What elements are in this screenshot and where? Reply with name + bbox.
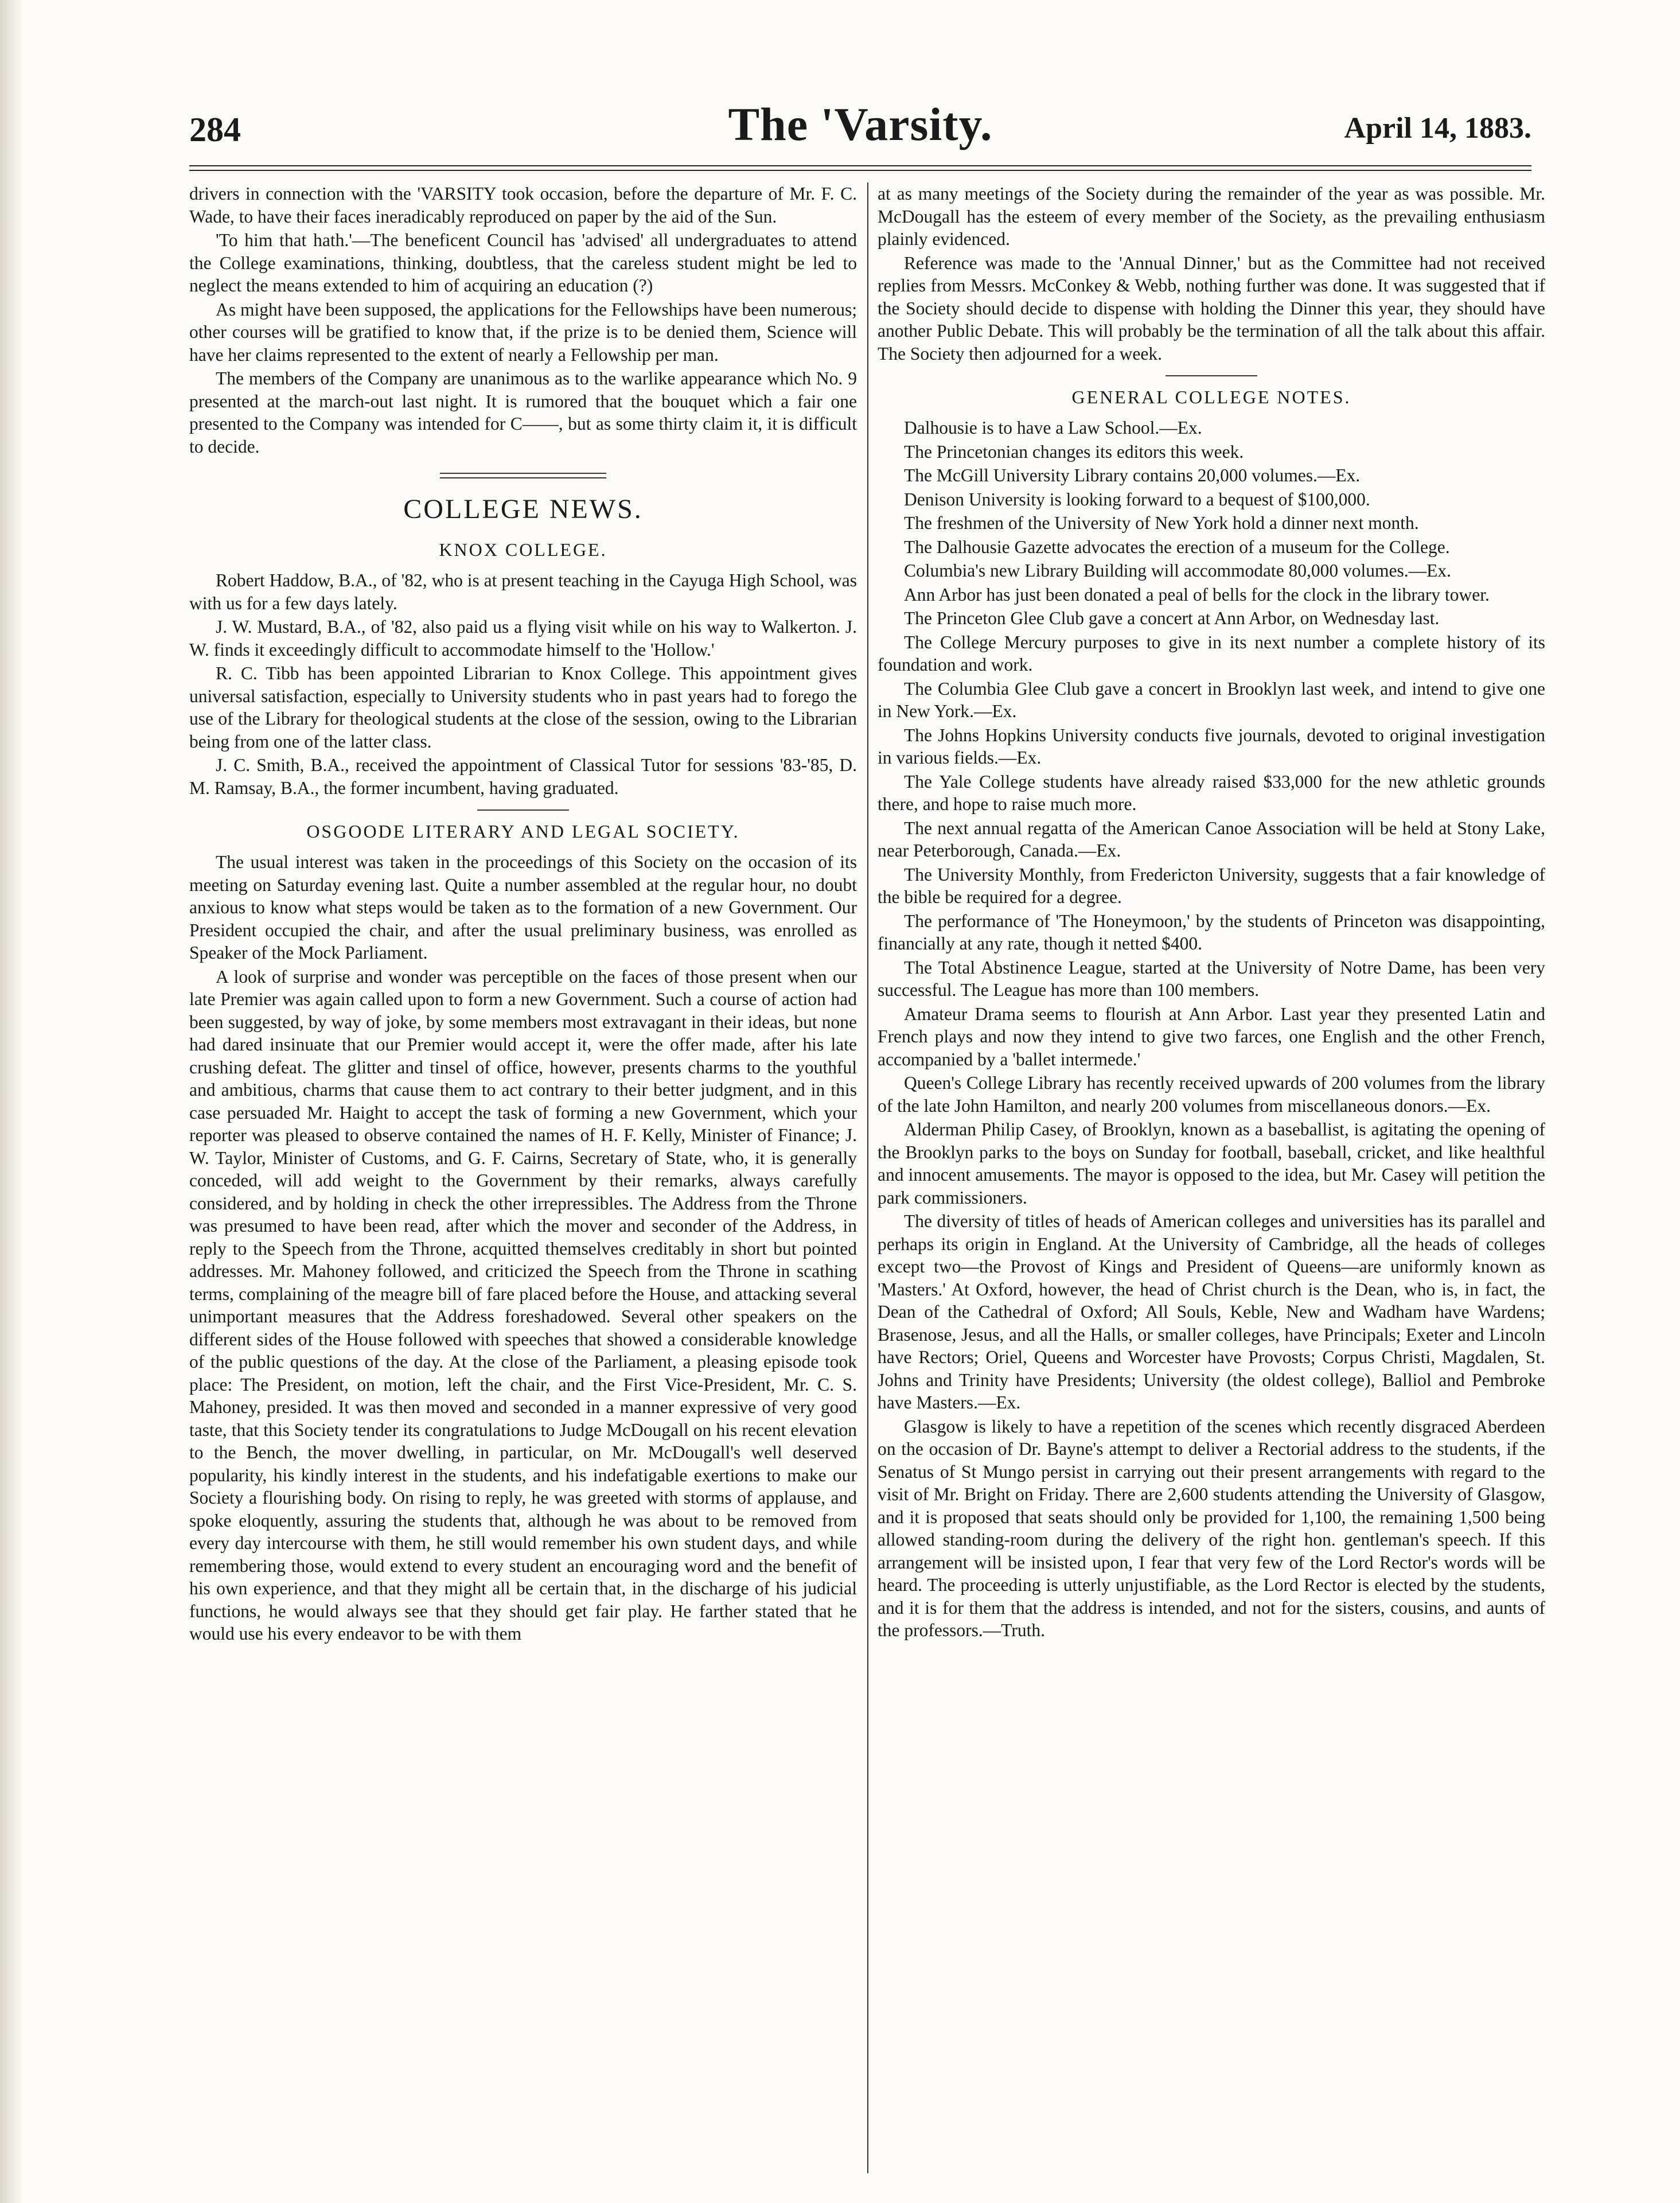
paragraph: R. C. Tibb has been appointed Librarian to Knox College. This appointment gives universal satisfaction, especially to University students who in past years had to forego the use of the Library for theological students at the close of the session, owing to the Librarian being from one of the latter class. bbox=[189, 663, 857, 752]
section-divider bbox=[440, 473, 606, 478]
subsection-heading: GENERAL COLLEGE NOTES. bbox=[1071, 387, 1351, 407]
subsection-divider bbox=[1166, 375, 1257, 376]
note-item: The next annual regatta of the American Canoe Association will be held at Stony Lake, near Peterborough, Canada.—Ex. bbox=[878, 818, 1545, 861]
paragraph: A look of surprise and wonder was perceptible on the faces of those present when our late Premier was again called upon to form a new Government. Such a course of action had been suggested, by way of joke, by some members most extravagant in their ideas, but none had dared insinuate that our Premier would accept it, were the offer made, after his late crushing defeat. The glitter and tinsel of office, however, presents charms to the youthful and ambitious, charms that cause them to act contrary to their better judgment, and in this case persuaded Mr. Haight to accept the task of forming a new Government, which your reporter was pleased to observe contained the names of H. F. Kelly, Minister of Finance; J. W. Taylor, Minister of Customs, and G. F. Cairns, Secretary of State, who, it is generally conceded, will add weight to the Government by their remarks, always carefully considered, and by holding in check the other irrepressibles. The Address from the Throne was presumed to have been read, after which the mover and seconder of the Address, in reply to the Speech from the Throne, acquitted themselves creditably in short but pointed addresses. Mr. Mahoney followed, and criticized the Speech from the Throne in scathing terms, complaining of the meagre bill of fare placed before the House, and attacking several unimportant measures that the Address foreshadowed. Several other speakers on the different sides of the House followed with speeches that showed a considerable knowledge of the public questions of the day. At the close of the Parliament, a pleasing episode took place: The President, on motion, left the chair, and the First Vice-President, Mr. C. S. Mahoney, presided. It was then moved and seconded in a manner expressive of very good taste, that this Society tender its congratulations to Judge McDougall on his recent elevation to the Bench, the mover dwelling, in particular, on Mr. McDougall's well deserved popularity, his kindly interest in the students, and his indefatigable exertions to make our Society a flourishing body. On rising to reply, he was greeted with storms of applause, and spoke eloquently, assuring the students that, although he was about to be removed from every day intercourse with them, he still would remember his own student days, and while remembering those, would extend to every student an encouraging word and the benefit of his own experience, and that they might all be certain that, in the discharge of his judicial functions, he would always see that they should get fair play. He farther stated that he would use his every endeavor to be with them bbox=[189, 966, 857, 1644]
page-number: 284 bbox=[189, 111, 241, 149]
note-item: The Columbia Glee Club gave a concert in Brooklyn last week, and intend to give one in New York.—Ex. bbox=[878, 678, 1545, 721]
paragraph: at as many meetings of the Society during the remainder of the year as was possible. Mr. McDougall has the esteem of every member of the Society, as the prevailing enthusiasm plainly evidenced. bbox=[878, 184, 1545, 249]
note-item: The Yale College students have already raised $33,000 for the new athletic grounds there, and hope to raise much more. bbox=[878, 771, 1545, 814]
note-item: Dalhousie is to have a Law School.—Ex. bbox=[904, 418, 1202, 438]
header-rule bbox=[189, 165, 1531, 171]
right-column bbox=[878, 182, 1545, 2173]
note-item: Columbia's new Library Building will accommodate 80,000 volumes.—Ex. bbox=[904, 561, 1452, 581]
paragraph: J. W. Mustard, B.A., of '82, also paid us a flying visit while on his way to Walkerton. J. W. finds it exceedingly difficult to accommodate himself to the 'Hollow.' bbox=[189, 617, 857, 660]
note-item: Queen's College Library has recently received upwards of 200 volumes from the library of the late John Hamilton, and nearly 200 volumes from miscellaneous donors.—Ex. bbox=[878, 1073, 1545, 1116]
section-heading: COLLEGE NEWS. bbox=[403, 494, 643, 524]
note-item: The Total Abstinence League, started at the University of Notre Dame, has been very successful. The League has more than 100 members. bbox=[878, 957, 1545, 1000]
note-item: The University Monthly, from Fredericton University, suggests that a fair knowledge of the bible be required for a degree. bbox=[878, 864, 1545, 907]
note-item: The Dalhousie Gazette advocates the erection of a museum for the College. bbox=[904, 536, 1450, 557]
subsection-heading: OSGOODE LITERARY AND LEGAL SOCIETY. bbox=[306, 821, 740, 842]
paragraph: The usual interest was taken in the proceedings of this Society on the occasion of its meeting on Saturday evening last. Quite a number assembled at the regular hour, no doubt anxious to know what steps would be taken as to the formation of a new Government. Our President occupied the chair, and after the usual preliminary business, was enrolled as Speaker of the Mock Parliament. bbox=[189, 852, 857, 963]
paragraph: The members of the Company are unanimous as to the warlike appearance which No. 9 presented at the march-out last night. It is rumored that the bouquet which a fair one presented to the Company was intended for C——, but as some thirty claim it, it is difficult to decide. bbox=[189, 368, 857, 457]
column-divider bbox=[867, 182, 868, 2173]
note-item: The Princeton Glee Club gave a concert at Ann Arbor, on Wednesday last. bbox=[904, 608, 1440, 628]
note-item: Ann Arbor has just been donated a peal of bells for the clock in the library tower. bbox=[904, 584, 1490, 605]
paragraph: As might have been supposed, the applications for the Fellowships have been numerous; other courses will be gratified to know that, if the prize is to be denied them, Science will have her claims represented to the extent of nearly a Fellowship per man. bbox=[189, 299, 857, 365]
paragraph: Robert Haddow, B.A., of '82, who is at present teaching in the Cayuga High School, was with us for a few days lately. bbox=[189, 570, 857, 613]
note-item: The Johns Hopkins University conducts five journals, devoted to original investigation in various fields.—Ex. bbox=[878, 725, 1545, 768]
note-item: The College Mercury purposes to give in its next number a complete history of its foundation and work. bbox=[878, 632, 1545, 675]
note-item: The Princetonian changes its editors this week. bbox=[904, 441, 1244, 462]
left-column bbox=[189, 182, 857, 2173]
notes-list bbox=[878, 417, 1545, 1642]
paragraph: J. C. Smith, B.A., received the appointment of Classical Tutor for sessions '83-'85, D. M. Ramsay, B.A., the former incumbent, having graduated. bbox=[189, 755, 857, 798]
issue-date: April 14, 1883. bbox=[1344, 112, 1531, 145]
masthead-title: The 'Varsity. bbox=[728, 98, 993, 150]
note-item: Amateur Drama seems to flourish at Ann Arbor. Last year they presented Latin and French plays and now they intend to give two farces, one English and the other French, accompanied by a 'ballet intermede.' bbox=[878, 1003, 1545, 1069]
paragraph: drivers in connection with the 'VARSITY took occasion, before the departure of Mr. F. C. Wade, to have their faces ineradicably reproduced on paper by the aid of the Sun. bbox=[189, 184, 857, 227]
subsection-heading: KNOX COLLEGE. bbox=[439, 539, 607, 560]
note-item: Alderman Philip Casey, of Brooklyn, known as a baseballist, is agitating the opening of the Brooklyn parks to the boys on Sunday for football, baseball, cricket, and like healthful and innocent amusements. The mayor is opposed to the idea, but Mr. Casey will petition the park commissioners. bbox=[878, 1119, 1545, 1208]
note-item: The McGill University Library contains 20,000 volumes.—Ex. bbox=[904, 465, 1361, 485]
note-item: The performance of 'The Honeymoon,' by the students of Princeton was disappointing, financially at any rate, though it netted $400. bbox=[878, 910, 1545, 953]
page-header bbox=[189, 98, 1531, 161]
paragraph: Reference was made to the 'Annual Dinner,' but as the Committee had not received replies from Messrs. McConkey & Webb, nothing further was done. It was suggested that if the Society should decide to dispense with holding the Dinner this year, they should have another Public Debate. This will probably be the termination of all the talk about this affair. The Society then adjourned for a week. bbox=[878, 252, 1545, 364]
note-item: Glasgow is likely to have a repetition of the scenes which recently disgraced Aberdeen on the occasion of Dr. Bayne's attempt to deliver a Rectorial address to the students, if the Senatus of St Mungo persist in carrying out their present arrangements with regard to the visit of Mr. Bright on Friday. There are 2,600 students attending the University of Glasgow, and it is proposed that seats should only be provided for 1,100, the remaining 1,500 being allowed standing-room during the delivery of the right hon. gentleman's speech. If this arrangement will be insisted upon, I fear that very few of the Lord Rector's words will be heard. The proceeding is utterly unjustifiable, as the Lord Rector is elected by the students, and it is for them that the address is intended, and not for the sisters, cousins, and aunts of the professors.—Truth. bbox=[878, 1416, 1545, 1640]
note-item: Denison University is looking forward to a bequest of $100,000. bbox=[904, 489, 1370, 509]
paragraph: 'To him that hath.'—The beneficent Council has 'advised' all undergraduates to attend the College examinations, thinking, doubtless, that the careless student might be led to neglect the means extended to him of acquiring an education (?) bbox=[189, 230, 857, 295]
note-item: The diversity of titles of heads of American colleges and universities has its parallel and perhaps its origin in England. At the University of Cambridge, all the heads of colleges except two—the Provost of Kings and President of Queens—are uniformly known as 'Masters.' At Oxford, however, the head of Christ church is the Dean, who is, in fact, the Dean of the Cathedral of Oxford; All Souls, Keble, New and Wadham have Wardens; Brasenose, Jesus, and all the Halls, or smaller colleges, have Principals; Exeter and Lincoln have Rectors; Oriel, Queens and Worcester have Provosts; Corpus Christi, Magdalen, St. Johns and Trinity have Presidents; University (the oldest college), Balliol and Pembroke have Masters.—Ex. bbox=[878, 1211, 1545, 1412]
subsection-divider bbox=[477, 809, 569, 811]
note-item: The freshmen of the University of New York hold a dinner next month. bbox=[904, 513, 1419, 533]
